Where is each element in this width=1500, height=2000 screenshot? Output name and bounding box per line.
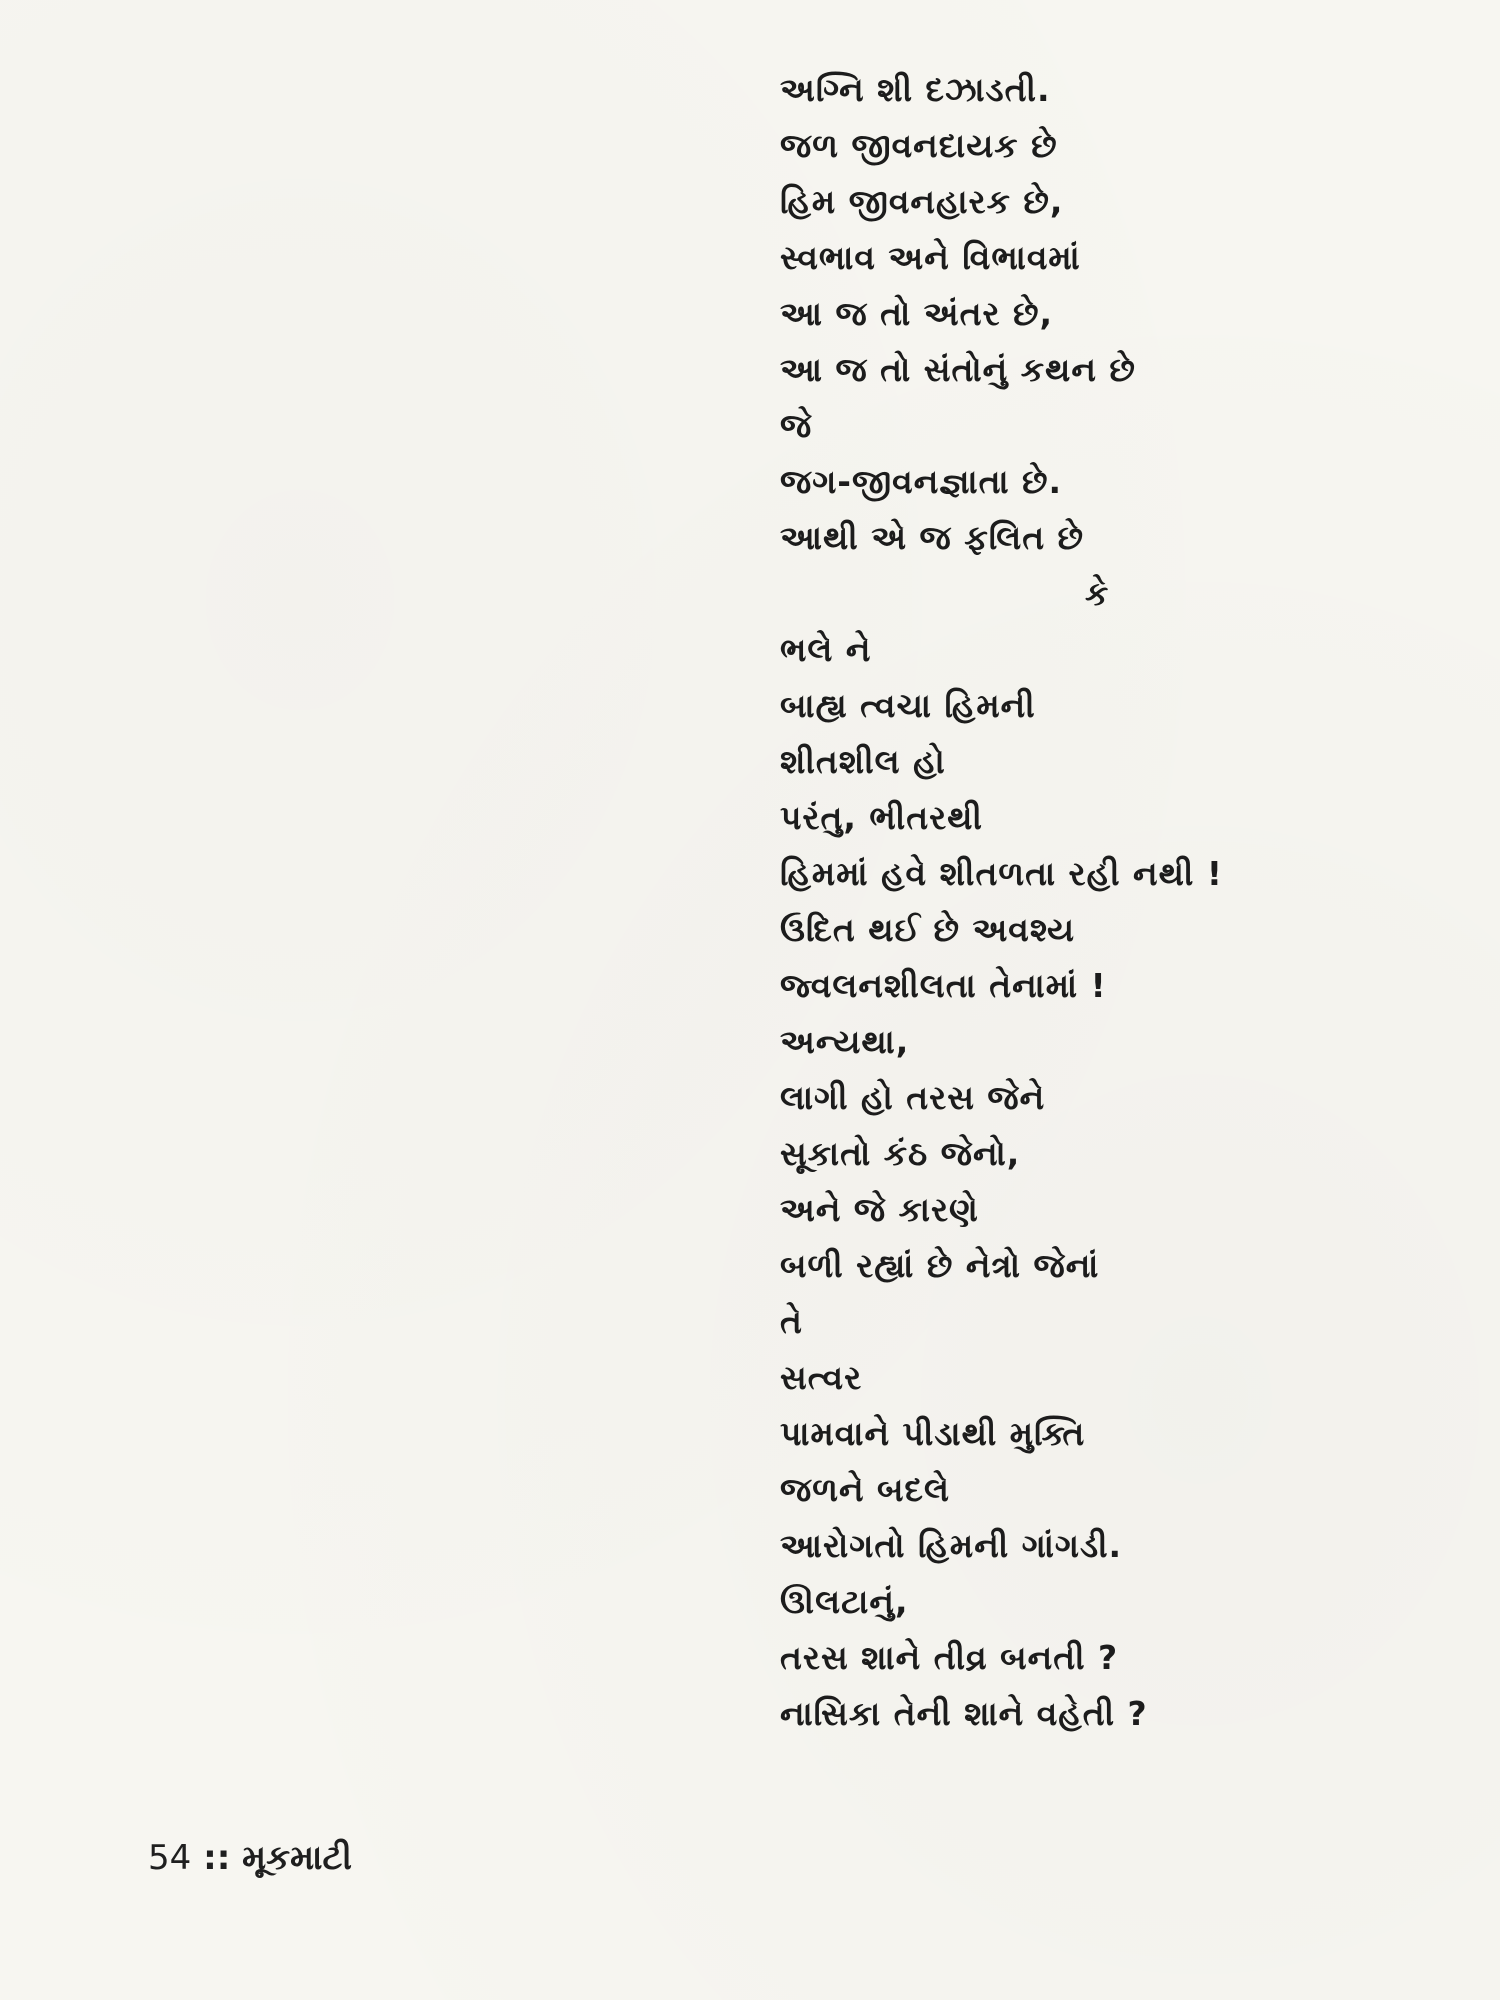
poem-line: અન્યથા, bbox=[780, 1022, 910, 1061]
poem-line: સત્વર bbox=[780, 1358, 863, 1397]
poem-line: સૂકાતો કંઠ જેનો, bbox=[780, 1134, 1021, 1173]
poem-line: જળ જીવનદાયક છે bbox=[780, 126, 1058, 165]
poem-line: લાગી હો તરસ જેને bbox=[780, 1078, 1046, 1117]
poem-line: અગ્નિ શી દઝાડતી. bbox=[780, 70, 1051, 109]
footer-separator: :: bbox=[203, 1838, 231, 1878]
book-title: મૂકમાટી bbox=[242, 1838, 353, 1878]
poem-line: અને જે કારણે bbox=[780, 1190, 979, 1229]
poem-line: આ જ તો સંતોનું કથન છે bbox=[780, 350, 1136, 389]
poem-line: જે bbox=[780, 406, 813, 445]
poem-line: નાસિકા તેની શાને વહેતી ? bbox=[780, 1694, 1148, 1733]
poem-line: આથી એ જ ફલિત છે bbox=[780, 518, 1085, 557]
page-footer bbox=[148, 1838, 352, 1878]
poem-line: જગ-જીવનજ્ઞાતા છે. bbox=[780, 462, 1063, 501]
poem-line: હિમ જીવનહારક છે, bbox=[780, 182, 1064, 221]
page-number: 54 bbox=[148, 1838, 192, 1878]
poem-line: સ્વભાવ અને વિભાવમાં bbox=[780, 238, 1081, 277]
poem-line: ઉદિત થઈ છે અવશ્ય bbox=[780, 910, 1075, 949]
poem-line: ભલે ને bbox=[780, 630, 872, 669]
poem-line: આરોગતો હિમની ગાંગડી. bbox=[780, 1526, 1123, 1565]
poem-body bbox=[780, 62, 1480, 1742]
poem-line: હિમમાં હવે શીતળતા રહી નથી ! bbox=[780, 854, 1223, 893]
poem-line: કે bbox=[1085, 574, 1110, 613]
poem-line: તે bbox=[780, 1302, 803, 1341]
poem-line: ઊલટાનું, bbox=[780, 1582, 909, 1621]
poem-line: જળને બદલે bbox=[780, 1470, 950, 1509]
poem-line: પામવાને પીડાથી મુક્તિ bbox=[780, 1414, 1086, 1453]
poem-line: શીતશીલ હો bbox=[780, 742, 946, 781]
poem-line: પરંતુ, ભીતરથી bbox=[780, 798, 983, 837]
poem-line: જ્વલનશીલતા તેનામાં ! bbox=[780, 966, 1107, 1005]
poem-line: બળી રહ્યાં છે નેત્રો જેનાં bbox=[780, 1246, 1100, 1285]
poem-line: તરસ શાને તીવ્ર બનતી ? bbox=[780, 1638, 1119, 1677]
poem-line: આ જ તો અંતર છે, bbox=[780, 294, 1054, 333]
poem-line: બાહ્ય ત્વચા હિમની bbox=[780, 686, 1036, 725]
